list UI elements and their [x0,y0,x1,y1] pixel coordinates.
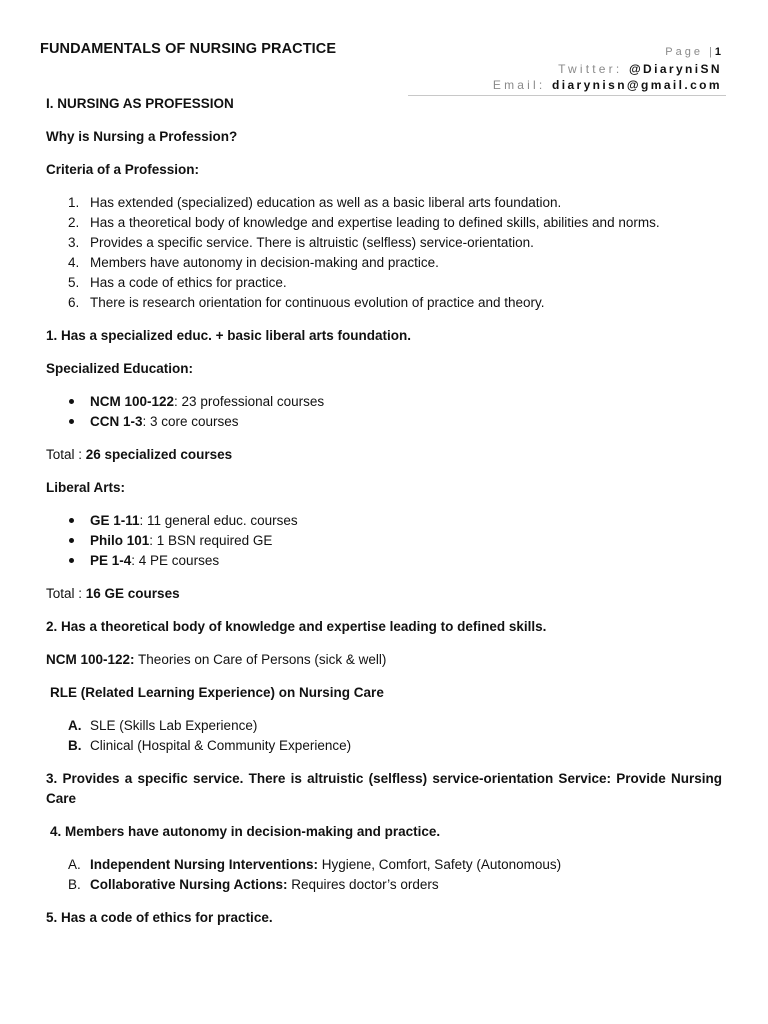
section-heading: I. NURSING AS PROFESSION [46,96,234,111]
bullet-icon [69,399,74,404]
list-item: 5. Has a code of ethics for practice. [68,275,287,290]
list-item: 6. There is research orientation for continuous evolution of practice and theory. [68,295,545,310]
specialized-total: Total : 26 specialized courses [46,447,233,462]
email-address: diarynisn@gmail.com [551,78,722,92]
section-question: Why is Nursing a Profession? [46,129,238,144]
point5-heading: 5. Has a code of ethics for practice. [46,910,273,925]
document-body [46,94,722,928]
twitter-label: Twitter: [558,62,623,76]
list-item: A. SLE (Skills Lab Experience) [68,718,258,733]
page-label: Page | [665,46,715,58]
bullet-icon [69,538,74,543]
bullet-icon [69,558,74,563]
list-item: B. Collaborative Nursing Actions: Requires doctor’s orders [68,877,439,892]
page-indicator [665,46,722,58]
list-item: NCM 100-122: 23 professional courses [46,392,722,412]
list-item: Philo 101: 1 BSN required GE [46,531,722,551]
email-label: Email: [492,78,546,92]
liberal-arts-list [46,511,722,571]
bullet-icon [69,419,74,424]
list-item: 4. Members have autonomy in decision-making and practice. [68,255,439,270]
document-title: FUNDAMENTALS OF NURSING PRACTICE [40,41,337,57]
list-item: CCN 1-3: 3 core courses [46,412,722,432]
specialized-education-heading: Specialized Education: [46,361,194,376]
criteria-list [46,193,722,313]
ncm-theories-line: NCM 100-122: Theories on Care of Persons (sick & well) [46,652,387,667]
criteria-heading: Criteria of a Profession: [46,162,200,177]
point1-heading: 1. Has a specialized educ. + basic liberal arts foundation. [46,328,412,343]
list-item: 3. Provides a specific service. There is altruistic (selfless) service-orientation. [68,235,534,250]
list-item: GE 1-11: 11 general educ. courses [46,511,722,531]
list-item: PE 1-4: 4 PE courses [46,551,722,571]
page-number: 1 [714,46,722,58]
email-line [493,78,722,92]
twitter-line [558,62,722,76]
point2-heading: 2. Has a theoretical body of knowledge and expertise leading to defined skills. [46,619,547,634]
autonomy-list [46,855,722,895]
specialized-list [46,392,722,432]
rle-heading: RLE (Related Learning Experience) on Nursing Care [50,685,384,700]
point3-heading: 3. Provides a specific service. There is altruistic (selfless) service-orientation Service: Provide Nursing Care [46,771,722,806]
rle-list [46,716,722,756]
point4-heading: 4. Members have autonomy in decision-making and practice. [50,824,441,839]
list-item: 2. Has a theoretical body of knowledge and expertise leading to defined skills, abilities and norms. [68,215,660,230]
list-item: B. Clinical (Hospital & Community Experience) [68,738,352,753]
bullet-icon [69,518,74,523]
liberal-arts-heading: Liberal Arts: [46,480,126,495]
list-item: A. Independent Nursing Interventions: Hygiene, Comfort, Safety (Autonomous) [68,857,562,872]
liberal-arts-total: Total : 16 GE courses [46,586,180,601]
twitter-handle: @DiaryniSN [628,62,722,76]
list-item: 1. Has extended (specialized) education as well as a basic liberal arts foundation. [68,195,562,210]
